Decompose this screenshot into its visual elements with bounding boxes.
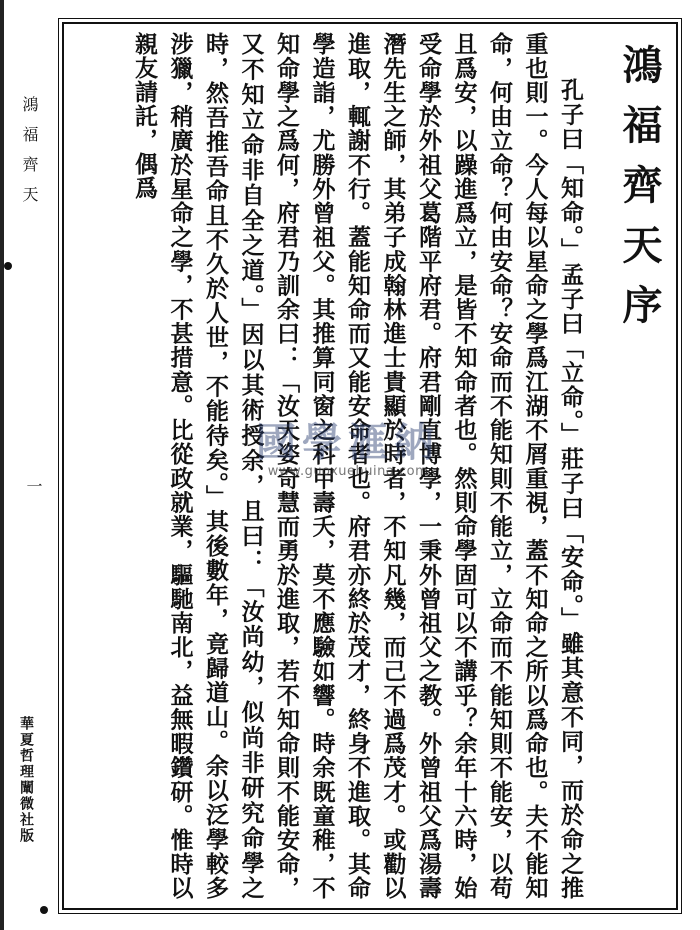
watermark-url: www.guoxuehuina.com <box>267 464 429 479</box>
watermark-logo-text: 國學滙納 <box>256 420 440 466</box>
running-title: 鴻福齊天 <box>20 96 39 216</box>
publisher-imprint: 華夏哲理闡微社版 <box>18 716 34 844</box>
page-number: 一 <box>24 478 43 494</box>
preface-text-block <box>70 32 670 900</box>
text-frame <box>62 22 678 910</box>
bottom-mark <box>40 906 48 914</box>
page-edge <box>0 0 4 930</box>
page-title: 鴻福齊天序 <box>616 44 663 344</box>
margin-mark <box>4 262 12 270</box>
preface-body: 孔子曰「知命。」孟子曰「立命。」莊子曰「安命。」雖其意不同，而於命之推重也則一。今人每以星命之學爲江湖不屑重視，蓋不知命之所以爲命也。夫不能知命，何由立命？何由安命？安命而不能知則不能立，立命而不能知則不能安，以苟且爲安，以躁進爲立，是皆不知命者也。然則命學固可以不講乎？余年十六時，始受命學於外祖父葛階平府君。府君剛直博學，一秉外曾祖父之教。外曾祖父爲湯壽潛先生之師，其弟子成翰林進士貴顯於時者，不知凡幾，而己不過爲茂才。或勸以進取，輒謝不行。蓋能知命而又能安命者也。府君亦終於茂才，終身不進取。其命學造詣，尤勝外曾祖父。其推算同窗之科甲壽夭，莫不應驗如響。時余既童稚，不知命學之爲何，府君乃訓余曰：「汝天姿奇慧而勇於進取，若不知命則不能安命，又不知立命非自全之道。」因以其術授余，且曰：「汝尚幼，似尚非研究命學之時，然吾推吾命且不久於人世，不能待矣。」其後數年，竟歸道山。余以泛學較多涉獵，稍廣於星命之學，不甚措意。比從政就業，驅馳南北，益無暇鑽研。惟時以親友請託，偶爲 <box>131 32 584 900</box>
